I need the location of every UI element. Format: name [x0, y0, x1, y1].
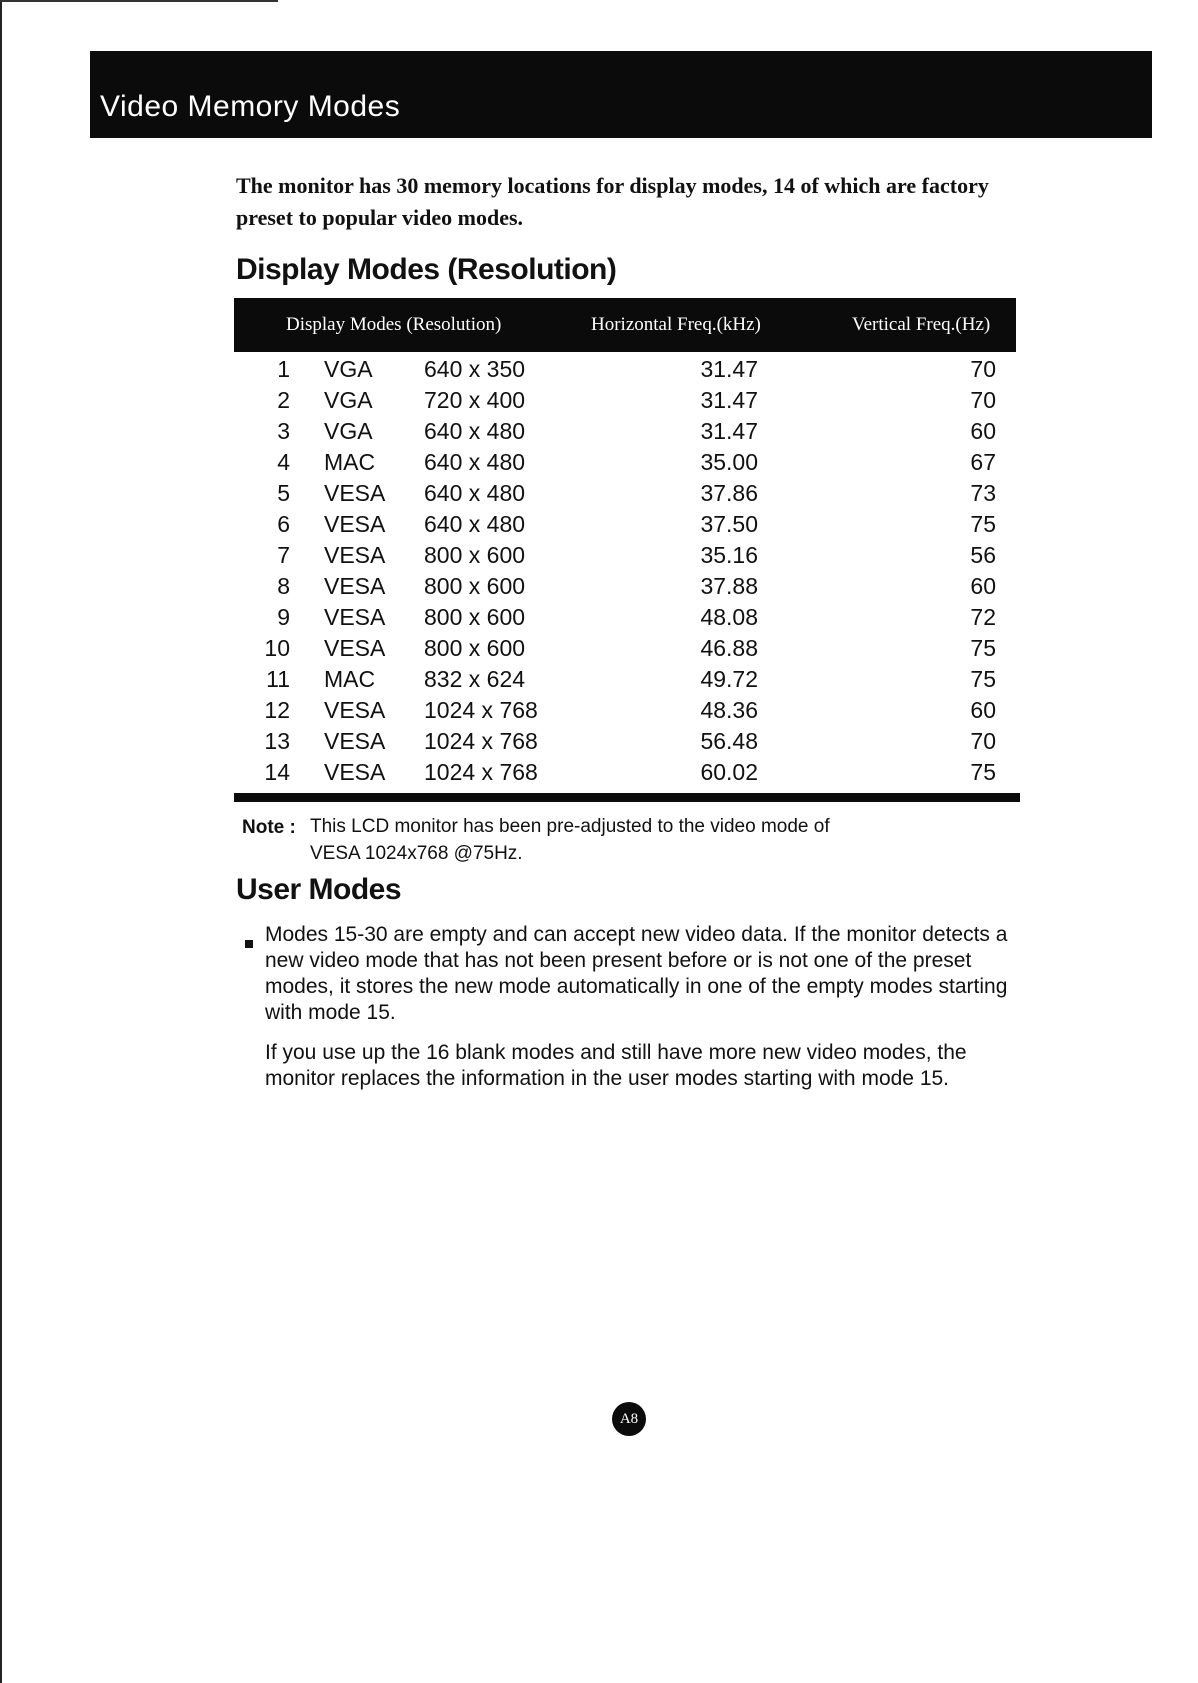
horizontal-freq: 48.36: [700, 697, 758, 723]
mode-resolution: 640 x 480: [424, 449, 526, 475]
vertical-freq: 73: [970, 480, 996, 506]
mode-standard: VESA: [324, 697, 386, 723]
vertical-freq: 72: [970, 604, 996, 630]
horizontal-freq: 37.88: [700, 573, 758, 599]
horizontal-freq: 60.02: [700, 759, 758, 785]
table-header: [234, 298, 1016, 352]
mode-resolution: 1024 x 768: [424, 697, 538, 723]
mode-resolution: 1024 x 768: [424, 759, 538, 785]
mode-number: 11: [266, 666, 290, 692]
horizontal-freq: 35.00: [700, 449, 758, 475]
mode-number: 5: [277, 480, 290, 506]
horizontal-freq: 35.16: [700, 542, 758, 568]
table-row: [234, 509, 1016, 540]
mode-standard: VESA: [324, 480, 386, 506]
col-header-hfreq: Horizontal Freq.(kHz): [591, 314, 761, 335]
table-row: [234, 602, 1016, 633]
mode-standard: VESA: [324, 728, 386, 754]
page-title: Video Memory Modes: [100, 90, 401, 123]
mode-number: 9: [277, 604, 290, 630]
table-bottom-rule: [234, 793, 1020, 802]
col-header-mode: Display Modes (Resolution): [286, 314, 502, 335]
user-modes-paragraph-1: Modes 15-30 are empty and can accept new video data. If the monitor detects a new video mode that has not been present before or is not one of the preset modes, it stores the new mode automatically in one of the empty modes starting with mode 15.: [265, 923, 1008, 1024]
mode-number: 1: [277, 356, 290, 382]
page-number-badge: A8: [612, 1402, 646, 1436]
horizontal-freq: 37.50: [700, 511, 758, 537]
mode-number: 13: [264, 728, 290, 754]
table-row: [234, 540, 1016, 571]
table-row: [234, 354, 1016, 385]
mode-number: 6: [277, 511, 290, 537]
mode-number: 12: [264, 697, 290, 723]
note-label: Note :: [242, 817, 296, 838]
horizontal-freq: 49.72: [700, 666, 758, 692]
table-row: [234, 447, 1016, 478]
vertical-freq: 70: [970, 728, 996, 754]
note-text: This LCD monitor has been pre-adjusted to the video mode of VESA 1024x768 @75Hz.: [310, 816, 830, 864]
horizontal-freq: 48.08: [700, 604, 758, 630]
vertical-freq: 75: [970, 666, 996, 692]
vertical-freq: 60: [970, 697, 996, 723]
user-modes-paragraph-2: If you use up the 16 blank modes and still have more new video modes, the monitor replaces the information in the user modes starting with mode 15.: [265, 1041, 967, 1090]
display-modes-table: [234, 354, 1016, 788]
page-edge-top: [0, 0, 278, 2]
vertical-freq: 75: [970, 511, 996, 537]
mode-standard: VESA: [324, 542, 386, 568]
mode-resolution: 832 x 624: [424, 666, 526, 692]
mode-number: 10: [264, 635, 290, 661]
mode-resolution: 640 x 480: [424, 418, 526, 444]
user-modes-heading: User Modes: [236, 873, 402, 906]
mode-number: 8: [277, 573, 290, 599]
mode-resolution: 800 x 600: [424, 573, 526, 599]
vertical-freq: 70: [970, 387, 996, 413]
mode-standard: VESA: [324, 604, 386, 630]
vertical-freq: 75: [970, 635, 996, 661]
horizontal-freq: 46.88: [700, 635, 758, 661]
mode-standard: VESA: [324, 573, 386, 599]
table-row: [234, 571, 1016, 602]
intro-text: The monitor has 30 memory locations for display modes, 14 of which are factory preset to popular video modes.: [236, 173, 989, 230]
table-row: [234, 757, 1016, 788]
mode-number: 2: [277, 387, 290, 413]
vertical-freq: 56: [970, 542, 996, 568]
horizontal-freq: 31.47: [700, 418, 758, 444]
vertical-freq: 60: [970, 573, 996, 599]
vertical-freq: 67: [970, 449, 996, 475]
mode-standard: MAC: [324, 449, 376, 475]
horizontal-freq: 37.86: [700, 480, 758, 506]
mode-standard: VGA: [324, 387, 373, 413]
mode-number: 7: [277, 542, 290, 568]
table-row: [234, 664, 1016, 695]
table-row: [234, 695, 1016, 726]
table-row: [234, 478, 1016, 509]
mode-resolution: 640 x 350: [424, 356, 526, 382]
mode-standard: VGA: [324, 356, 373, 382]
col-header-vfreq: Vertical Freq.(Hz): [852, 314, 991, 335]
mode-standard: MAC: [324, 666, 376, 692]
vertical-freq: 70: [970, 356, 996, 382]
mode-resolution: 640 x 480: [424, 511, 526, 537]
table-row: [234, 726, 1016, 757]
table-row: [234, 416, 1016, 447]
horizontal-freq: 31.47: [700, 356, 758, 382]
mode-number: 14: [264, 759, 290, 785]
mode-resolution: 1024 x 768: [424, 728, 538, 754]
mode-resolution: 720 x 400: [424, 387, 526, 413]
horizontal-freq: 31.47: [700, 387, 758, 413]
mode-standard: VESA: [324, 511, 386, 537]
mode-number: 3: [277, 418, 290, 444]
display-modes-heading: Display Modes (Resolution): [236, 253, 617, 286]
horizontal-freq: 56.48: [700, 728, 758, 754]
mode-resolution: 800 x 600: [424, 604, 526, 630]
table-row: [234, 633, 1016, 664]
table-row: [234, 385, 1016, 416]
vertical-freq: 75: [970, 759, 996, 785]
mode-resolution: 800 x 600: [424, 542, 526, 568]
mode-number: 4: [277, 449, 290, 475]
mode-standard: VGA: [324, 418, 373, 444]
mode-standard: VESA: [324, 759, 386, 785]
bullet-icon: [245, 940, 253, 948]
vertical-freq: 60: [970, 418, 996, 444]
mode-resolution: 640 x 480: [424, 480, 526, 506]
mode-resolution: 800 x 600: [424, 635, 526, 661]
page-edge-left: [0, 0, 2, 1683]
mode-standard: VESA: [324, 635, 386, 661]
